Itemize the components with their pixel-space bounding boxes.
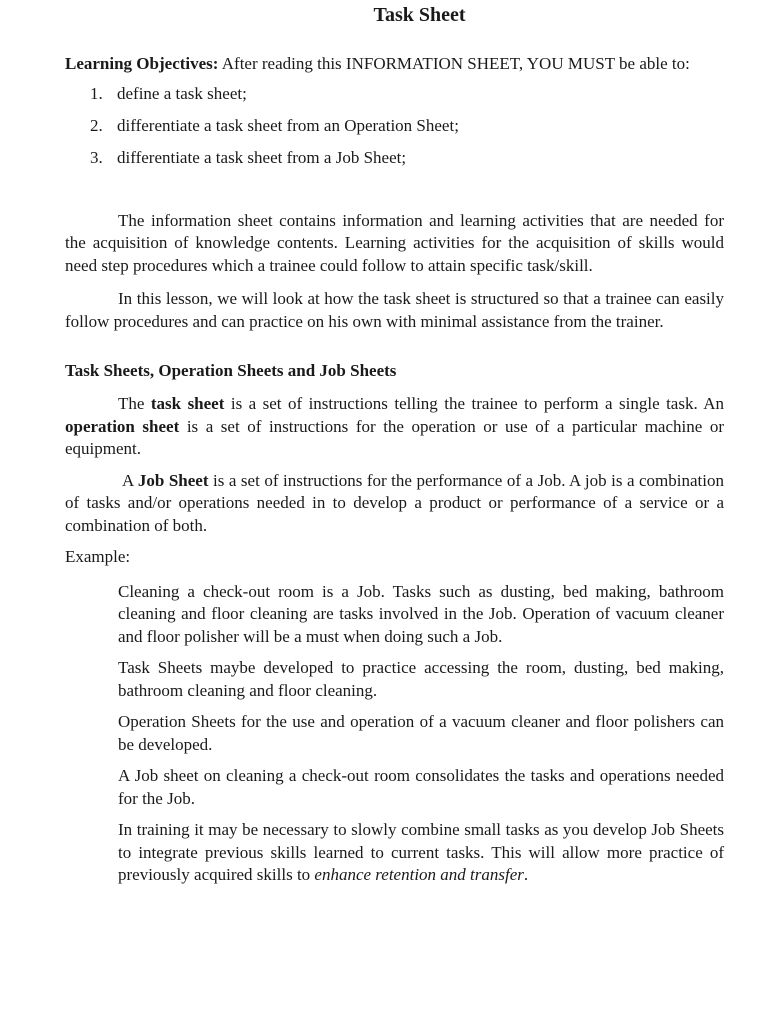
item-number: 2. bbox=[90, 115, 103, 135]
example-label: Example: bbox=[65, 547, 131, 566]
text-run: In training it may be necessary to slowly combine small tasks as you develop Job Sheets to integrate previous skills learned to current tasks. This will allow more practice of previously acquired skills to bbox=[118, 820, 724, 884]
list-item bbox=[90, 147, 724, 169]
list-item bbox=[90, 115, 724, 137]
item-text: define a task sheet; bbox=[117, 83, 247, 103]
objectives-intro: After reading this INFORMATION SHEET, YOU MUST be able to: bbox=[218, 54, 690, 73]
example-block bbox=[118, 581, 724, 887]
objectives-list bbox=[65, 83, 724, 169]
item-number: 3. bbox=[90, 147, 103, 167]
item-number: 1. bbox=[90, 83, 103, 103]
list-item bbox=[90, 83, 724, 105]
item-text: differentiate a task sheet from an Operation Sheet; bbox=[117, 115, 459, 135]
text-run: is a set of instructions for the operation or use of a particular machine or equipment. bbox=[65, 416, 724, 458]
example-paragraph: Task Sheets maybe developed to practice accessing the room, dusting, bed making, bathroom cleaning and floor cleaning. bbox=[118, 658, 724, 700]
paragraph-info-sheet: The information sheet contains information and learning activities that are needed for the acquisition of knowledge contents. Learning activities for the acquisition of skills would need step procedures which a trainee could follow to attain specific task/skill. bbox=[65, 210, 724, 275]
paragraph-task-sheet-definition bbox=[65, 393, 724, 461]
learning-objectives bbox=[65, 53, 724, 76]
text-run: is a set of instructions telling the trainee to perform a single task. An bbox=[224, 394, 725, 413]
paragraph-lesson: In this lesson, we will look at how the task sheet is structured so that a trainee can easily follow procedures and can practice on his own with minimal assistance from the trainer. bbox=[65, 289, 724, 331]
item-text: differentiate a task sheet from a Job Sheet; bbox=[117, 147, 407, 167]
emphasis-text: enhance retention and transfer bbox=[314, 865, 524, 884]
example-paragraph: Cleaning a check-out room is a Job. Tasks such as dusting, bed making, bathroom cleaning and floor cleaning are tasks involved in the Job. Operation of vacuum cleaner and floor polisher will be a must when doing such a Job. bbox=[118, 581, 724, 646]
paragraph-job-sheet-definition bbox=[65, 470, 724, 538]
text-run: The bbox=[118, 394, 151, 413]
section-heading: Task Sheets, Operation Sheets and Job Sheets bbox=[65, 361, 397, 380]
objectives-label: Learning Objectives: bbox=[65, 54, 219, 73]
term-job-sheet: Job Sheet bbox=[137, 470, 209, 490]
term-task-sheet: task sheet bbox=[150, 394, 225, 413]
example-paragraph bbox=[118, 819, 724, 887]
text-run: is a set of instructions for the performance of a Job. A job is a combination of tasks and/or operations needed in to develop a product or performance of a service or a combination of both. bbox=[65, 470, 724, 535]
text-run: . bbox=[523, 865, 529, 884]
term-operation-sheet: operation sheet bbox=[65, 416, 180, 436]
text-run: A bbox=[122, 470, 138, 490]
page-title: Task Sheet bbox=[373, 4, 466, 26]
example-paragraph: A Job sheet on cleaning a check-out room consolidates the tasks and operations needed for the Job. bbox=[118, 766, 724, 808]
example-paragraph: Operation Sheets for the use and operation of a vacuum cleaner and floor polishers can be developed. bbox=[118, 712, 724, 754]
